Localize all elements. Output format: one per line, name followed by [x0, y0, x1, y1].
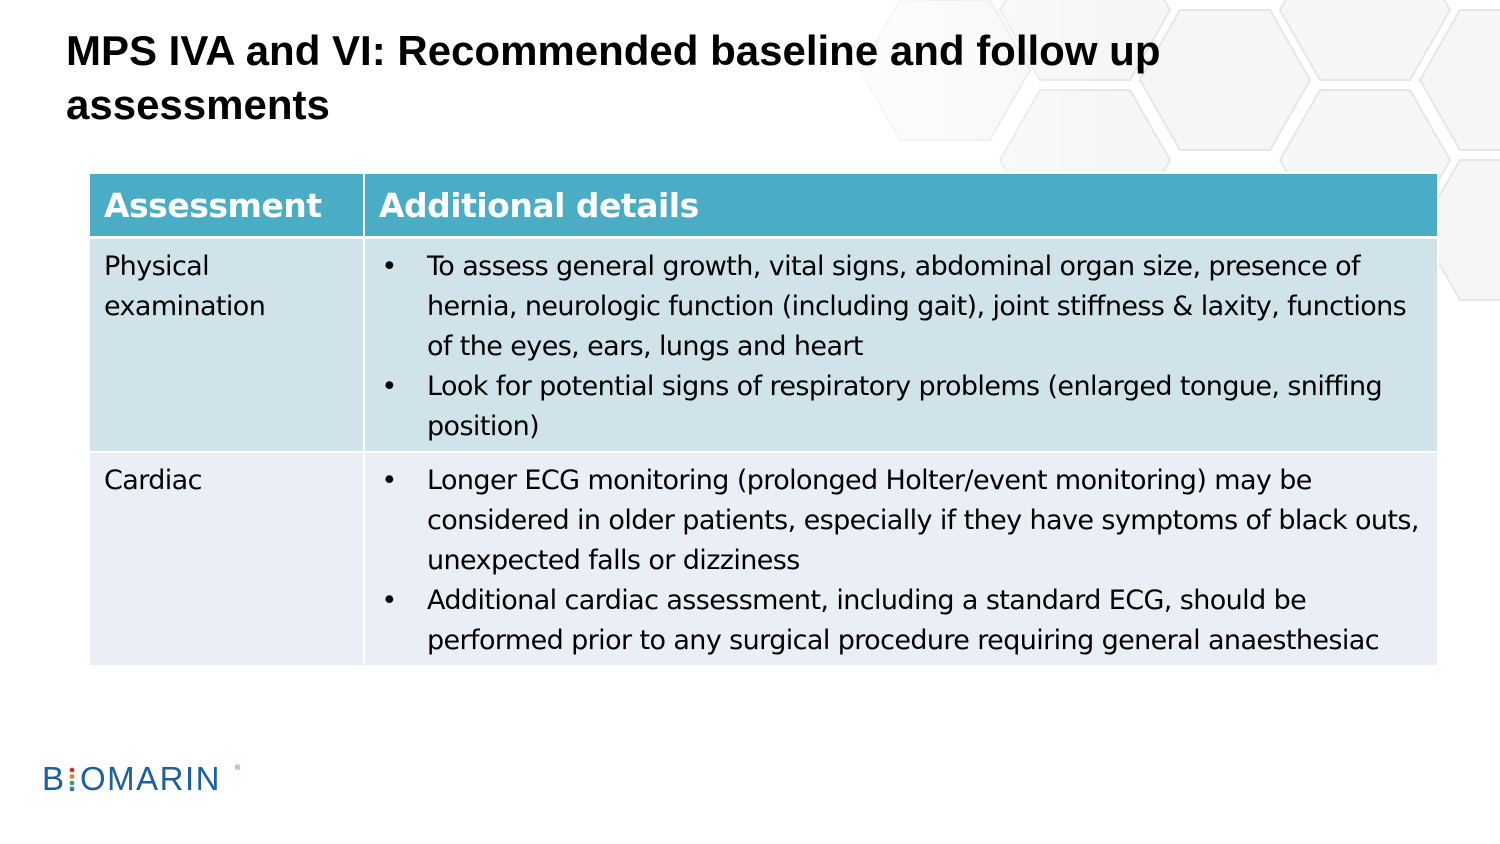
detail-text: To assess general growth, vital signs, abdominal organ size, presence of hernia, neurologic function (including gait), joint stiffness & laxity, functions of the eyes, ears, lungs and heart	[427, 251, 1407, 362]
logo-dotted-i-icon	[70, 768, 75, 792]
details-cell	[364, 452, 1438, 666]
details-list	[379, 461, 1423, 661]
list-item	[379, 247, 1423, 367]
details-cell	[364, 238, 1438, 453]
slide-title: MPS IVA and VI: Recommended baseline and follow up assessments	[66, 27, 1161, 128]
detail-text: Additional cardiac assessment, including a standard ECG, should be performed prior to any surgical procedure requiring general anaesthesiac	[427, 585, 1379, 656]
assessment-cell: Physical examination	[89, 238, 364, 453]
detail-text: Look for potential signs of respiratory problems (enlarged tongue, sniffing position)	[427, 371, 1382, 442]
bullet-icon: •	[381, 585, 397, 616]
biomarin-logo	[42, 758, 242, 798]
bullet-icon: •	[381, 465, 397, 496]
detail-text: Longer ECG monitoring (prolonged Holter/event monitoring) may be considered in older patients, especially if they have symptoms of black outs, unexpected falls or dizziness	[427, 465, 1419, 576]
column-header-assessment: Assessment	[89, 173, 364, 238]
table-header-row	[89, 173, 1438, 238]
list-item	[379, 461, 1423, 581]
column-header-additional-details: Additional details	[364, 173, 1438, 238]
assessment-cell: Cardiac	[89, 452, 364, 666]
biomarin-logo-icon	[42, 758, 242, 798]
details-list	[379, 247, 1423, 447]
bullet-icon: •	[381, 371, 397, 402]
bullet-icon: •	[381, 251, 397, 282]
table-row	[89, 452, 1438, 666]
list-item	[379, 581, 1423, 661]
svg-text:®: ®	[235, 765, 242, 772]
assessments-table	[88, 172, 1439, 667]
table-row	[89, 238, 1438, 453]
svg-text:OMARIN: OMARIN	[80, 760, 221, 797]
svg-text:B: B	[42, 760, 66, 797]
list-item	[379, 367, 1423, 447]
